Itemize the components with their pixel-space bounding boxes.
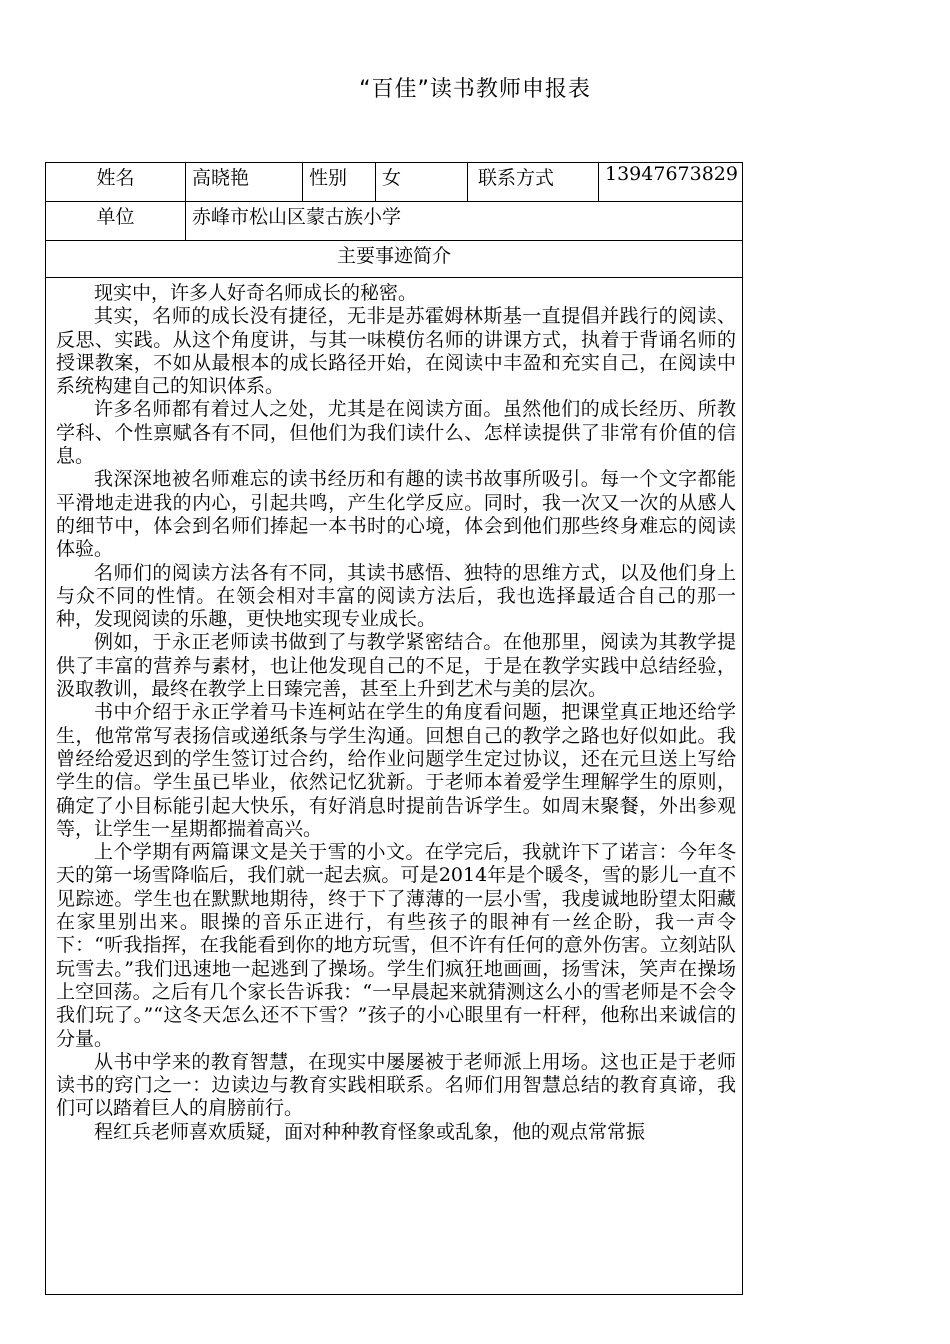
gender-label: 性别 xyxy=(303,163,376,202)
content-paragraph: 名师们的阅读方法各有不同，其读书感悟、独特的思维方式，以及他们身上与众不同的性情。在领会相对丰富的阅读方法后，我也选择最适合自己的那一种，发现阅读的乐趣，更快地实现专业成长。 xyxy=(56,561,736,631)
form-row-section-title xyxy=(46,241,743,278)
gender-value: 女 xyxy=(376,163,468,202)
content-paragraph: 许多名师都有着过人之处，尤其是在阅读方面。虽然他们的成长经历、所教学科、个性禀赋各有不同，但他们为我们读什么、怎样读提供了非常有价值的信息。 xyxy=(56,398,736,468)
form-row-basic-info xyxy=(46,163,743,202)
section-title: 主要事迹简介 xyxy=(46,241,743,278)
form-row-content xyxy=(46,278,743,1295)
content-paragraph: 程红兵老师喜欢质疑，面对种种教育怪象或乱象，他的观点常常振 xyxy=(94,1120,646,1143)
content-paragraph: 我深深地被名师难忘的读书经历和有趣的读书故事所吸引。每一个文字都能平滑地走进我的内心，引起共鸣，产生化学反应。同时，我一次又一次的从感人的细节中，体会到名师们捧起一本书时的心境，体会到他们那些终身难忘的阅读体验。 xyxy=(56,468,736,561)
contact-value: 13947673829 xyxy=(599,163,743,202)
content-paragraph: 其实，名师的成长没有捷径，无非是苏霍姆林斯基一直提倡并践行的阅读、反思、实践。从这个角度讲，与其一味模仿名师的讲课方式，执着于背诵名师的授课教案，不如从最根本的成长路径开始，在阅读中丰盈和充实自己，在阅读中系统构建自己的知识体系。 xyxy=(56,305,736,398)
contact-label: 联系方式 xyxy=(468,163,599,202)
name-label: 姓名 xyxy=(46,163,186,202)
name-value: 高晓艳 xyxy=(186,163,303,202)
unit-label: 单位 xyxy=(46,202,186,241)
content-cell xyxy=(46,278,743,1295)
content-paragraph: 书中介绍于永正学着马卡连柯站在学生的角度看问题，把课堂真正地还给学生，他常常写表扬信或递纸条与学生沟通。回想自己的教学之路也好似如此。我曾经给爱迟到的学生签订过合约，给作业问题学生定过协议，还在元旦送上写给学生的信。学生虽已毕业，依然记忆犹新。于老师本着爱学生理解学生的原则，确定了小目标能引起大快乐，有好消息时提前告诉学生。如周末聚餐，外出参观等，让学生一星期都揣着高兴。 xyxy=(56,701,736,840)
application-form-table xyxy=(45,162,743,1295)
content-paragraph: 例如，于永正老师读书做到了与教学紧密结合。在他那里，阅读为其教学提供了丰富的营养与素材，也让他发现自己的不足，于是在教学实践中总结经验，汲取教训，最终在教学上日臻完善，甚至上升到艺术与美的层次。 xyxy=(56,631,736,701)
unit-value: 赤峰市松山区蒙古族小学 xyxy=(186,202,743,241)
content-paragraph: 现实中，许多人好奇名师成长的秘密。 xyxy=(94,282,418,304)
form-row-unit xyxy=(46,202,743,241)
content-paragraph: 上个学期有两篇课文是关于雪的小文。在学完后，我就许下了诺言：今年冬天的第一场雪降临后，我们就一起去疯。可是2014年是个暖冬，雪的影儿一直不见踪迹。学生也在默默地期待，终于下了薄薄的一层小雪，我虔诚地盼望太阳藏在家里别出来。眼操的音乐正进行，有些孩子的眼神有一丝企盼，我一声令下：“听我指挥，在我能看到你的地方玩雪，但不许有任何的意外伤害。立刻站队玩雪去。”我们迅速地一起逃到了操场。学生们疯狂地画画，扬雪沫，笑声在操场上空回荡。之后有几个家长告诉我：“一早晨起来就猜测这么小的雪老师是不会令我们玩了。”“这冬天怎么还不下雪？”孩子的小心眼里有一杆秤，他称出来诚信的分量。 xyxy=(56,841,736,1050)
page-title: “百佳”读书教师申报表 xyxy=(359,77,591,102)
content-paragraph: 从书中学来的教育智慧，在现实中屡屡被于老师派上用场。这也正是于老师读书的窍门之一：边读边与教育实践相联系。名师们用智慧总结的教育真谛，我们可以踏着巨人的肩膀前行。 xyxy=(56,1050,736,1120)
